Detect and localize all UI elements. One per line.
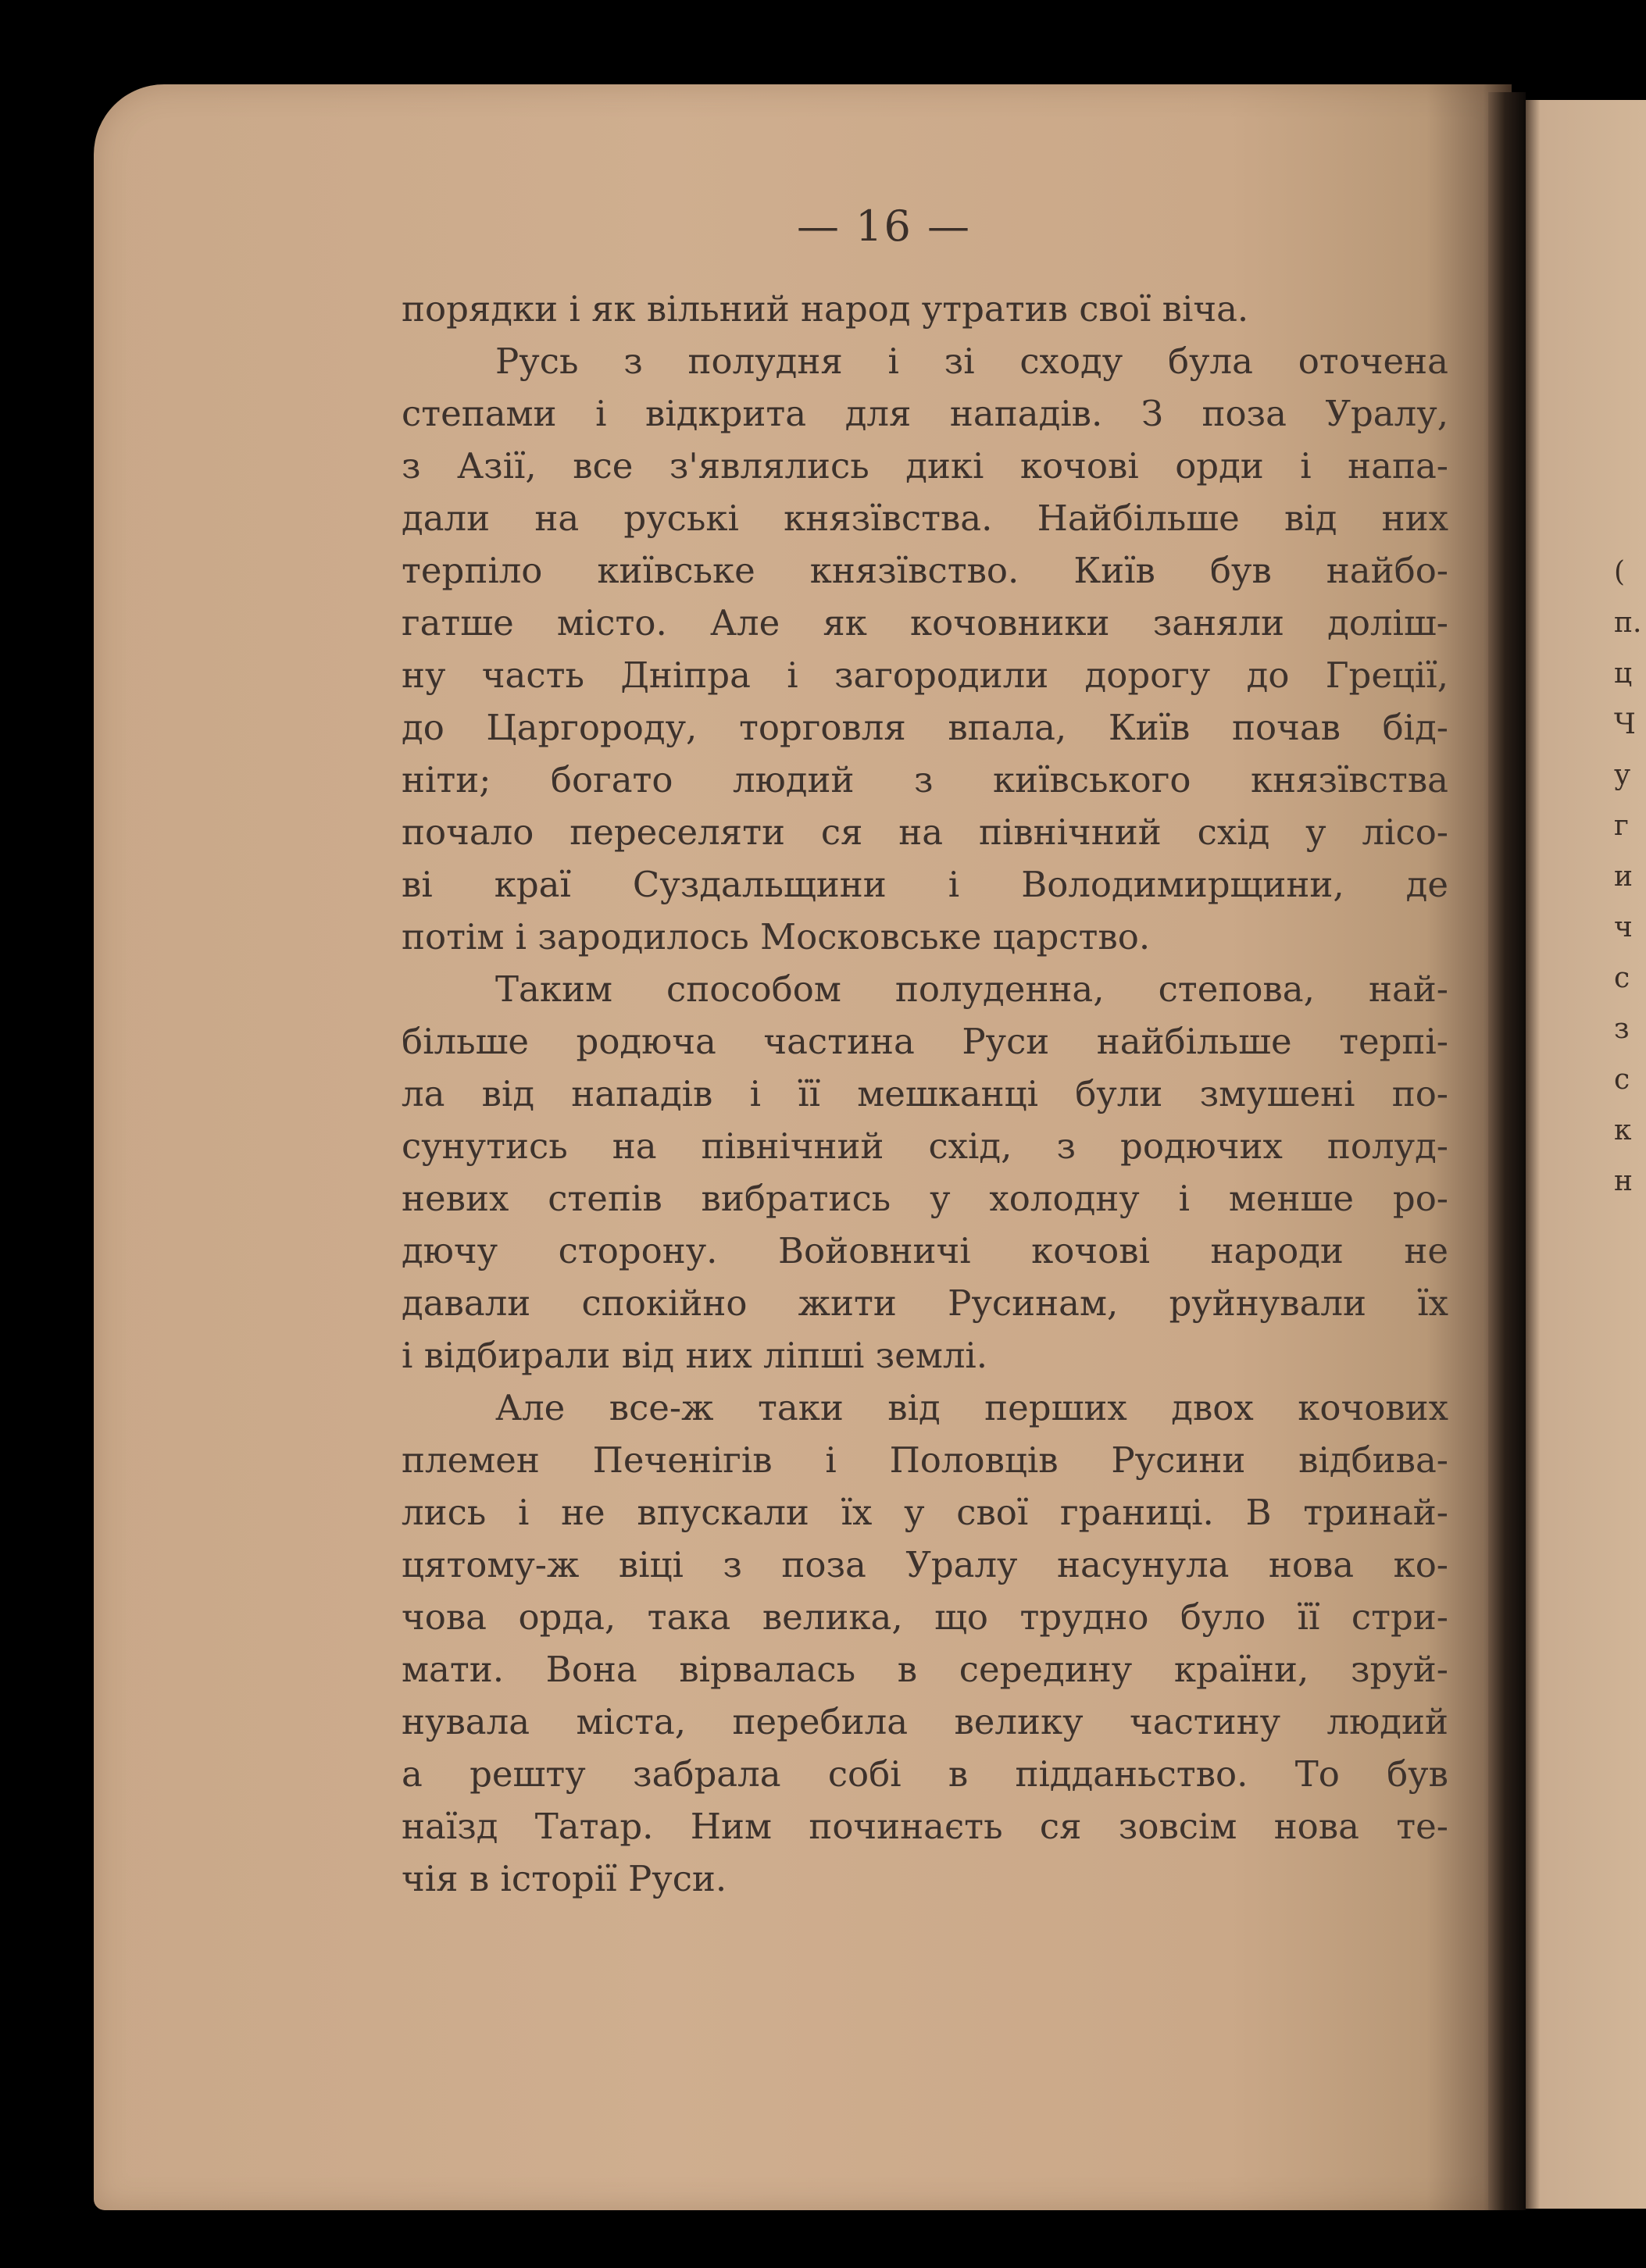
text-line: лись і не впускали їх у свої границі. В тринай- <box>402 1492 1448 1533</box>
facing-page-fragment: п. <box>1614 607 1642 639</box>
text-line: чія в історії Руси. <box>402 1858 727 1899</box>
text-line: з Азії, все з'являлись дикі кочові орди і напа- <box>402 445 1448 487</box>
text-line: ніти; богато людий з київського князївства <box>402 759 1448 801</box>
facing-page-fragment: н <box>1614 1165 1633 1197</box>
text-line: порядки і як вільний народ утратив свої віча. <box>402 288 1249 330</box>
page-number: — 16 — <box>797 201 972 251</box>
text-line: терпіло київське князївство. Київ був найбо- <box>402 550 1448 591</box>
facing-page-fragment: у <box>1614 759 1631 791</box>
text-line: гатше місто. Але як кочовники заняли доліш- <box>402 602 1448 644</box>
facing-page-fragment: ц <box>1614 658 1633 690</box>
book-gutter <box>1488 92 1526 2210</box>
facing-page-fragment: с <box>1614 962 1630 994</box>
text-line: до Царгороду, торговля впала, Київ почав бід- <box>402 707 1448 748</box>
text-line: а решту забрала собі в підданьство. То був <box>402 1753 1448 1795</box>
text-line: Таким способом полуденна, степова, най- <box>495 968 1448 1010</box>
facing-page-fragment: ч <box>1614 911 1633 943</box>
facing-page-fragment: ( <box>1614 556 1626 588</box>
text-line: ві краї Суздальщини і Володимирщини, де <box>402 864 1448 905</box>
page-text <box>402 283 1448 1905</box>
text-line: чова орда, така велика, що трудно було її стри- <box>402 1596 1448 1638</box>
text-line: дали на руські князївства. Найбільше від них <box>402 497 1448 539</box>
facing-page-fragment: к <box>1614 1114 1632 1146</box>
text-line: почало переселяти ся на північний схід у лісо- <box>402 811 1448 853</box>
facing-page-fragment: с <box>1614 1064 1630 1096</box>
text-line: ла від нападів і її мешканці були змушені по- <box>402 1073 1448 1114</box>
text-line: Русь з полудня і зі сходу була оточена <box>495 341 1448 382</box>
text-line: сунутись на північний схід, з родючих полуд- <box>402 1125 1448 1167</box>
text-line: невих степів вибратись у холодну і менше ро- <box>402 1178 1448 1219</box>
facing-page-fragment: Ч <box>1614 708 1636 740</box>
text-line: нувала міста, перебила велику частину людий <box>402 1701 1448 1742</box>
paragraph <box>402 1382 1448 1905</box>
text-line: наїзд Татар. Ним починаєть ся зовсім нова те- <box>402 1806 1448 1847</box>
paragraph <box>402 963 1448 1382</box>
text-line: мати. Вона вірвалась в середину країни, зруй- <box>402 1649 1448 1690</box>
text-line: степами і відкрита для нападів. З поза Уралу, <box>402 393 1448 434</box>
text-line: більше родюча частина Руси найбільше терпі- <box>402 1021 1448 1062</box>
text-line: племен Печенігів і Половців Русини відбива- <box>402 1439 1448 1481</box>
text-line: Але все-ж таки від перших двох кочових <box>495 1387 1448 1428</box>
text-line: потім і зародилось Московське царство. <box>402 916 1151 957</box>
facing-page-text-fragments <box>1614 547 1645 1207</box>
text-line: цятому-ж віці з поза Уралу насунула нова ко- <box>402 1544 1448 1585</box>
facing-page-fragment: г <box>1614 810 1629 842</box>
paragraph <box>402 283 1448 335</box>
facing-page-fragment: з <box>1614 1013 1630 1045</box>
facing-page-fragment: и <box>1614 861 1633 893</box>
text-line: і відбирали від них ліпші землі. <box>402 1335 988 1376</box>
paragraph <box>402 335 1448 963</box>
text-line: ну часть Дніпра і загородили дорогу до Греції, <box>402 654 1448 696</box>
text-line: давали спокійно жити Русинам, руйнували їх <box>402 1282 1448 1324</box>
text-line: дючу сторону. Войовничі кочові народи не <box>402 1230 1448 1271</box>
